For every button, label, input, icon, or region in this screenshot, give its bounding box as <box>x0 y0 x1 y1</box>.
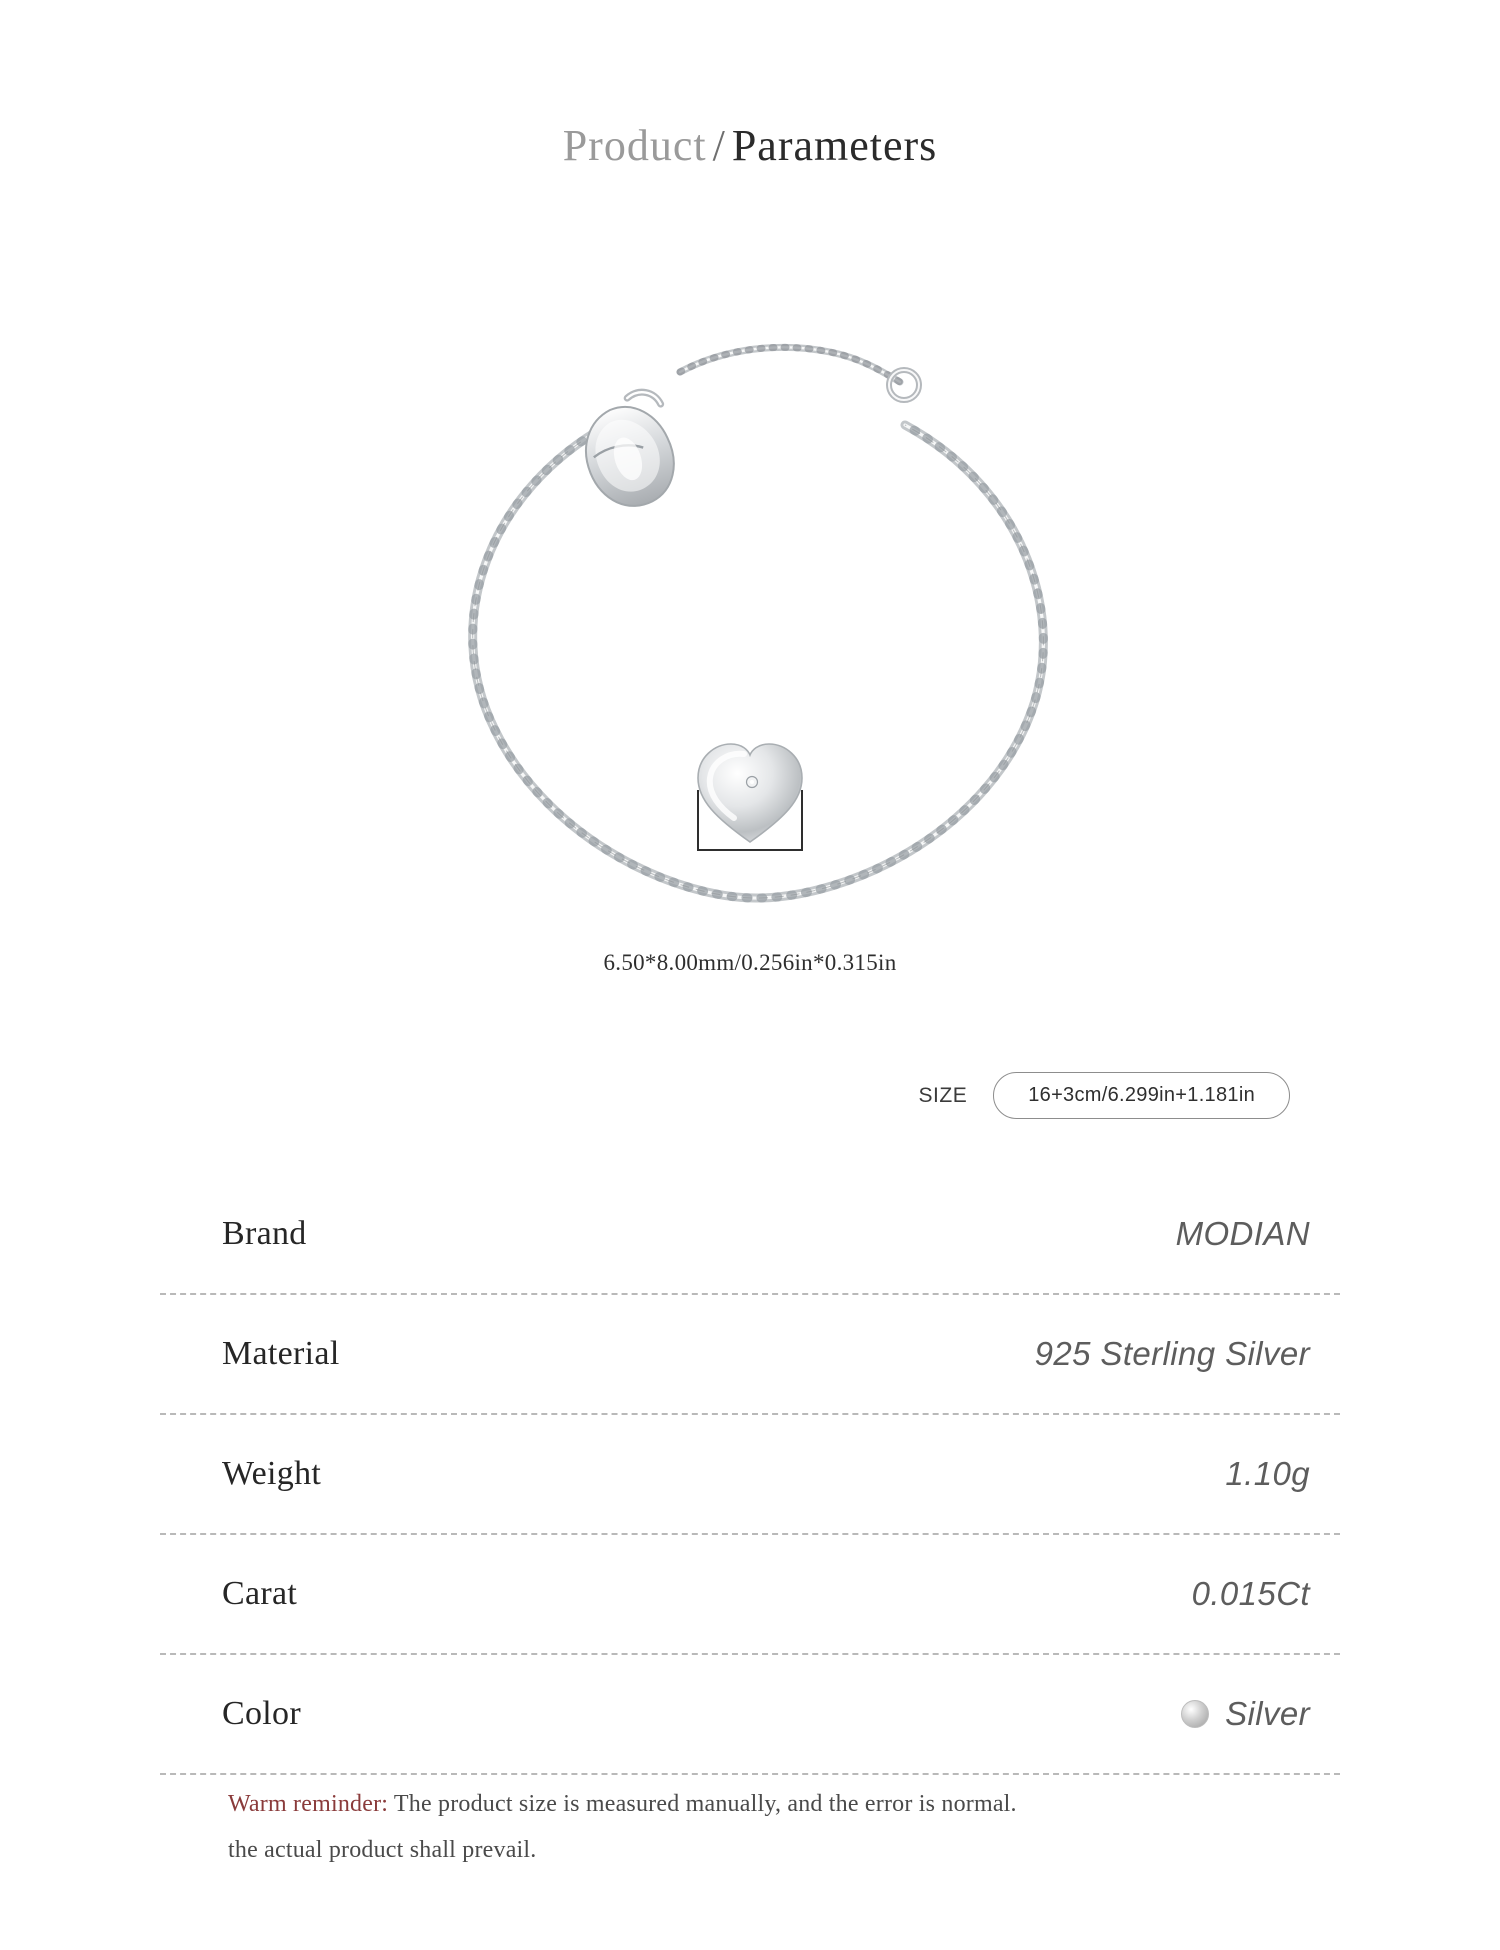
bracelet-illustration <box>380 290 1120 910</box>
pendant-dimension-caption: 6.50*8.00mm/0.256in*0.315in <box>603 950 897 975</box>
warm-reminder-prefix: Warm reminder: <box>228 1791 389 1817</box>
spec-value-brand: MODIAN <box>1175 1215 1310 1252</box>
spec-value-color-wrap <box>1181 1695 1310 1733</box>
warm-reminder <box>228 1782 1328 1873</box>
extender-chain <box>680 347 900 382</box>
warm-reminder-line-1 <box>228 1782 1328 1828</box>
warm-reminder-line-2: the actual product shall prevail. <box>228 1836 537 1863</box>
table-row <box>160 1415 1340 1535</box>
spec-table <box>160 1175 1340 1775</box>
spec-key-carat: Carat <box>222 1575 298 1612</box>
page-title-parameters: Parameters <box>731 121 938 170</box>
end-ring <box>889 370 919 400</box>
spec-key-material: Material <box>222 1335 340 1372</box>
spec-key-color: Color <box>222 1695 301 1732</box>
lobster-clasp <box>571 387 688 517</box>
page-title-separator: / <box>712 121 726 170</box>
color-swatch-icon <box>1181 1700 1209 1728</box>
spec-key-weight: Weight <box>222 1455 322 1492</box>
spec-value-weight: 1.10g <box>1225 1455 1310 1492</box>
table-row <box>160 1535 1340 1655</box>
table-row <box>160 1175 1340 1295</box>
spec-value-carat: 0.015Ct <box>1191 1575 1310 1612</box>
spec-value-material: 925 Sterling Silver <box>1034 1335 1310 1372</box>
size-label: SIZE <box>918 1083 968 1107</box>
page-title-product: Product <box>562 121 707 170</box>
heart-charm <box>698 744 802 842</box>
spec-key-brand: Brand <box>222 1215 307 1252</box>
product-image <box>380 290 1120 910</box>
size-value-pill: 16+3cm/6.299in+1.181in <box>993 1072 1290 1119</box>
table-row <box>160 1295 1340 1415</box>
table-row <box>160 1655 1340 1775</box>
spec-value-color: Silver <box>1225 1695 1310 1732</box>
warm-reminder-text-1: The product size is measured manually, and the error is normal. <box>388 1791 1017 1817</box>
page-title <box>0 120 1500 171</box>
size-row <box>0 1072 1290 1119</box>
